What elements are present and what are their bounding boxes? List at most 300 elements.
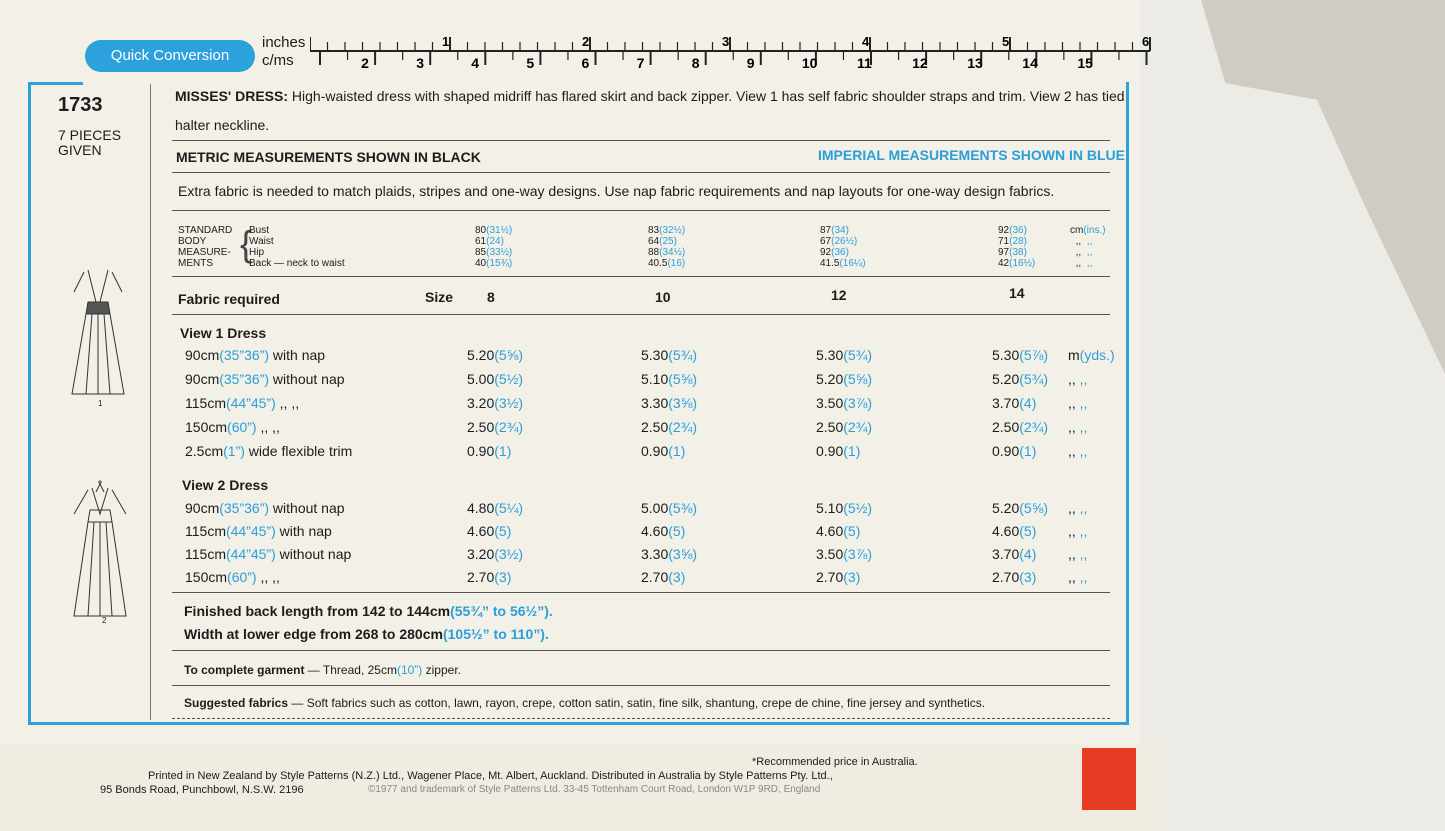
ruler-cm-label: 13 xyxy=(967,55,983,71)
unit-column xyxy=(1068,500,1087,516)
pieces-given xyxy=(58,128,121,158)
amount-metric: 2.50 xyxy=(992,419,1020,435)
measurement-metric: 83 xyxy=(648,225,660,236)
amount-metric: 5.20 xyxy=(816,371,844,387)
width-imperial: (35”36”) xyxy=(219,371,270,387)
amount-metric: 4.60 xyxy=(992,523,1020,539)
measurement-metric: 87 xyxy=(820,225,832,236)
finished-length xyxy=(184,603,553,619)
amount-metric: 5.20 xyxy=(467,347,495,363)
amount-metric: 2.50 xyxy=(816,419,844,435)
amount-imperial: (5) xyxy=(1019,523,1037,539)
fabric-width-label xyxy=(185,419,280,435)
inches-label: inches xyxy=(262,34,306,51)
measurement-imperial: (28) xyxy=(1009,236,1027,247)
nap-description: without nap xyxy=(272,500,345,516)
complete-garment-tail: zipper. xyxy=(422,663,461,677)
ruler-inch-label: 5 xyxy=(1002,34,1010,49)
amount-metric: 5.10 xyxy=(816,500,844,516)
measurement-imperial: (31½) xyxy=(486,225,513,236)
measurement-column-size-10 xyxy=(648,225,685,269)
ruler-cm-label: 2 xyxy=(361,55,369,71)
rule xyxy=(172,172,1110,173)
amount-imperial: (1) xyxy=(843,443,861,459)
width-imperial: (35”36”) xyxy=(219,500,270,516)
fabric-amount-size-12 xyxy=(816,443,860,459)
amount-imperial: (5½) xyxy=(494,371,524,387)
description-text-1: High-waisted dress with shaped midriff has flared skirt and back zipper. View 1 has self fabric shoulder straps and trim. View 2 has tied xyxy=(288,88,1125,104)
pattern-number: 1733 xyxy=(58,94,103,116)
measurement-unit-line xyxy=(1070,225,1106,236)
measurement-imperial: (33½) xyxy=(486,247,513,258)
measurement-ditto-line xyxy=(1070,247,1106,258)
amount-metric: 5.10 xyxy=(641,371,669,387)
amount-imperial: (2¾) xyxy=(843,419,873,435)
quick-conversion-label: Quick Conversion xyxy=(85,40,255,72)
amount-imperial: (3⅝) xyxy=(668,546,698,562)
ruler-inch-label: 1 xyxy=(442,34,450,49)
measurement-imperial: (34½) xyxy=(659,247,686,258)
width-imperial: (60”) xyxy=(227,569,257,585)
nap-description: without nap xyxy=(272,371,345,387)
measurement-metric: 40.5 xyxy=(648,258,668,269)
amount-imperial: (1) xyxy=(1019,443,1037,459)
fabric-amount-size-12 xyxy=(816,523,860,539)
fabric-width-label xyxy=(185,523,332,539)
amount-imperial: (5⅝) xyxy=(843,371,873,387)
rule xyxy=(172,210,1110,211)
width-imperial: (35”36”) xyxy=(219,347,270,363)
amount-imperial: (2¾) xyxy=(668,419,698,435)
measurement-value xyxy=(648,247,685,258)
view2-title: View 2 Dress xyxy=(182,477,269,493)
unit-column xyxy=(1068,523,1087,539)
ditto: ,, xyxy=(1079,395,1088,411)
unit-column xyxy=(1068,371,1087,387)
amount-imperial: (4) xyxy=(1019,395,1037,411)
ruler-cm-label: 8 xyxy=(691,55,700,71)
width-metric: 90cm xyxy=(185,371,220,387)
size-14: 14 xyxy=(1009,285,1025,301)
fabric-amount-size-10 xyxy=(641,546,697,562)
fabric-amount-size-8 xyxy=(467,395,523,411)
fabric-amount-size-10 xyxy=(641,569,685,585)
amount-metric: 5.30 xyxy=(992,347,1020,363)
ditto: ,, xyxy=(1068,569,1076,585)
measurements-label xyxy=(178,225,232,269)
ruler-cm-label: 4 xyxy=(471,55,480,71)
fabric-amount-size-14 xyxy=(992,523,1036,539)
amount-metric: 4.60 xyxy=(641,523,669,539)
ditto: ,, xyxy=(1079,371,1088,387)
measurement-value xyxy=(998,258,1035,269)
ruler-cm-label: 11 xyxy=(857,55,872,71)
ditto: ,, xyxy=(1068,371,1076,387)
suggested-fabrics-text: — Soft fabrics such as cotton, lawn, rayon, crepe, cotton satin, satin, fine silk, shantung, crepe de chine, fine jersey and synthetics. xyxy=(288,696,986,710)
measurement-value xyxy=(648,258,685,269)
fabric-amount-size-14 xyxy=(992,395,1036,411)
measurement-value xyxy=(648,225,685,236)
fabric-amount-size-14 xyxy=(992,569,1036,585)
fabric-amount-size-14 xyxy=(992,371,1048,387)
fabric-amount-size-10 xyxy=(641,419,697,435)
view1-dress-sketch xyxy=(58,262,138,412)
amount-imperial: (5¾) xyxy=(843,347,873,363)
fabric-amount-size-14 xyxy=(992,500,1048,516)
fabric-width-label xyxy=(185,500,345,516)
ditto: ,, xyxy=(1079,523,1088,539)
measurement-imperial: (32½) xyxy=(659,225,686,236)
rule xyxy=(172,276,1110,277)
amount-imperial: (4) xyxy=(1019,546,1037,562)
amount-metric: 5.20 xyxy=(992,500,1020,516)
unit-cm: cm xyxy=(1070,225,1084,236)
nap-description: with nap xyxy=(272,347,326,363)
fabric-amount-size-12 xyxy=(816,347,872,363)
ditto: ,, xyxy=(1079,546,1088,562)
measurement-ditto-line xyxy=(1070,236,1106,247)
width-metric: 90cm xyxy=(185,347,220,363)
ruler-inch-label: 4 xyxy=(862,34,870,49)
view2-dress-sketch xyxy=(60,478,140,628)
amount-imperial: (5) xyxy=(843,523,861,539)
width-metric: 90cm xyxy=(185,500,220,516)
measurement-value xyxy=(475,236,512,247)
suggested-fabrics xyxy=(184,696,985,710)
measurement-metric: 85 xyxy=(475,247,487,258)
ditto: ,, xyxy=(1079,569,1088,585)
fabric-amount-size-10 xyxy=(641,500,697,516)
measurement-value xyxy=(820,247,866,258)
amount-imperial: (5) xyxy=(494,523,512,539)
ditto: ,, xyxy=(1075,236,1082,247)
fabric-width-label xyxy=(185,443,352,459)
pieces-line-2: GIVEN xyxy=(58,142,102,158)
amount-imperial: (3) xyxy=(668,569,686,585)
fabric-amount-size-8 xyxy=(467,443,511,459)
measurement-ditto-line xyxy=(1070,258,1106,269)
fabric-amount-size-8 xyxy=(467,569,511,585)
fabric-amount-size-14 xyxy=(992,546,1036,562)
measurement-imperial: (34) xyxy=(831,225,849,236)
amount-imperial: (5⅜) xyxy=(668,500,698,516)
lower-edge-imperial: (105½” to 110”). xyxy=(442,626,549,642)
ruler-inch-label: 3 xyxy=(722,34,730,49)
amount-metric: 0.90 xyxy=(816,443,844,459)
measurement-imperial: (15¾) xyxy=(486,258,513,269)
measurement-metric: 92 xyxy=(820,247,832,258)
unit-column xyxy=(1068,395,1087,411)
amount-imperial: (5¼) xyxy=(494,500,524,516)
quick-conversion-ruler xyxy=(85,30,1165,72)
view1-title: View 1 Dress xyxy=(180,325,267,341)
amount-metric: 3.50 xyxy=(816,395,844,411)
pieces-line-1: 7 PIECES xyxy=(58,127,122,143)
ruler-cm-label: 15 xyxy=(1077,55,1093,71)
amount-imperial: (5⅝) xyxy=(1019,500,1049,516)
metric-heading: METRIC MEASUREMENTS SHOWN IN BLACK xyxy=(176,149,481,165)
amount-metric: 5.30 xyxy=(641,347,669,363)
measurement-value xyxy=(820,236,866,247)
fabric-required-title: Fabric required xyxy=(178,291,280,307)
amount-metric: 5.20 xyxy=(992,371,1020,387)
ditto: ,, xyxy=(1086,247,1093,258)
measurement-column-size-12 xyxy=(820,225,866,269)
amount-imperial: (3⅝) xyxy=(668,395,698,411)
measurement-imperial: (24) xyxy=(486,236,504,247)
measurement-item-bust: Bust xyxy=(249,225,270,236)
fabric-amount-size-12 xyxy=(816,419,872,435)
amount-imperial: (1) xyxy=(494,443,512,459)
measurements-brace: { xyxy=(240,223,253,264)
measurement-metric: 42 xyxy=(998,258,1010,269)
amount-metric: 5.00 xyxy=(467,371,495,387)
vertical-divider xyxy=(150,84,151,720)
measurement-metric: 88 xyxy=(648,247,660,258)
fabric-amount-size-14 xyxy=(992,347,1048,363)
fabric-amount-size-8 xyxy=(467,523,511,539)
amount-imperial: (5¾) xyxy=(1019,371,1049,387)
amount-imperial: (5⅝) xyxy=(668,371,698,387)
measurement-imperial: (36) xyxy=(831,247,849,258)
envelope-flap xyxy=(1140,0,1445,831)
amount-metric: 2.50 xyxy=(467,419,495,435)
amount-imperial: (2¾) xyxy=(494,419,524,435)
amount-imperial: (3) xyxy=(843,569,861,585)
fabric-amount-size-12 xyxy=(816,569,860,585)
measurement-imperial: (25) xyxy=(659,236,677,247)
fabric-amount-size-10 xyxy=(641,347,697,363)
amount-imperial: (5¾) xyxy=(668,347,698,363)
ruler-cm-label: 6 xyxy=(581,55,590,71)
size-10: 10 xyxy=(655,289,671,305)
unit-yds: (yds.) xyxy=(1079,347,1115,363)
measurement-value xyxy=(998,225,1035,236)
fabric-width-label xyxy=(185,347,325,363)
measurement-value xyxy=(820,258,866,269)
measurement-metric: 97 xyxy=(998,247,1010,258)
complete-garment xyxy=(184,663,461,677)
measurement-imperial: (36) xyxy=(1009,225,1027,236)
nap-description: wide flexible trim xyxy=(248,443,353,459)
width-metric: 2.5cm xyxy=(185,443,224,459)
ruler-inch-label: 6 xyxy=(1142,34,1150,49)
size-12: 12 xyxy=(831,287,847,303)
measurement-value xyxy=(998,236,1035,247)
suggested-fabrics-heading: Suggested fabrics xyxy=(184,696,289,710)
ditto: ,, xyxy=(1079,443,1088,459)
fabric-amount-size-8 xyxy=(467,500,523,516)
finished-length-metric: Finished back length from 142 to 144cm xyxy=(184,603,451,619)
ditto: ,, xyxy=(1068,443,1076,459)
fabric-amount-size-12 xyxy=(816,546,872,562)
measurement-value xyxy=(648,236,685,247)
amount-metric: 0.90 xyxy=(992,443,1020,459)
amount-imperial: (3⅞) xyxy=(843,546,873,562)
amount-metric: 3.30 xyxy=(641,546,669,562)
measurements-label-line: BODY xyxy=(178,236,207,247)
amount-metric: 3.20 xyxy=(467,546,495,562)
amount-metric: 5.00 xyxy=(641,500,669,516)
finished-length-imperial: (55¾” to 56½”). xyxy=(450,603,553,619)
ditto: ,, xyxy=(1068,419,1076,435)
fabric-amount-size-8 xyxy=(467,347,523,363)
amount-metric: 4.80 xyxy=(467,500,495,516)
amount-metric: 3.30 xyxy=(641,395,669,411)
measurement-column-size-14 xyxy=(998,225,1035,269)
fabric-amount-size-12 xyxy=(816,395,872,411)
fabric-width-label xyxy=(185,546,351,562)
fabric-amount-size-10 xyxy=(641,523,685,539)
amount-metric: 3.50 xyxy=(816,546,844,562)
measurement-imperial: (38) xyxy=(1009,247,1027,258)
view2-number: 2 xyxy=(102,616,107,625)
description-heading: MISSES' DRESS: xyxy=(175,88,289,104)
unit-ins: (ins.) xyxy=(1083,225,1106,236)
ditto: ,, xyxy=(1068,395,1076,411)
fabric-width-label xyxy=(185,371,345,387)
ditto: ,, xyxy=(1068,500,1076,516)
measurements-label-line: STANDARD xyxy=(178,225,233,236)
amount-metric: 4.60 xyxy=(816,523,844,539)
price-sticker xyxy=(1082,748,1136,810)
ditto: ,, xyxy=(1075,258,1082,269)
amount-metric: 3.70 xyxy=(992,395,1020,411)
fabric-amount-size-10 xyxy=(641,443,685,459)
measurement-metric: 64 xyxy=(648,236,660,247)
complete-garment-text: — Thread, 25cm xyxy=(304,663,397,677)
amount-imperial: (3⅞) xyxy=(843,395,873,411)
fabric-amount-size-8 xyxy=(467,371,523,387)
ditto: ,, xyxy=(1086,236,1093,247)
measurement-item-hip: Hip xyxy=(249,247,265,258)
recommended-price-note: *Recommended price in Australia. xyxy=(752,756,918,768)
ditto: ,, xyxy=(1086,258,1093,269)
fabric-amount-size-10 xyxy=(641,371,697,387)
width-metric: 150cm xyxy=(185,419,228,435)
lower-edge-metric: Width at lower edge from 268 to 280cm xyxy=(184,626,443,642)
nap-description: ,, ,, xyxy=(279,395,300,411)
view1-number: 1 xyxy=(98,399,103,408)
rule xyxy=(172,718,1110,719)
measurement-metric: 80 xyxy=(475,225,487,236)
measurement-imperial: (16½) xyxy=(1009,258,1036,269)
nap-description: with nap xyxy=(279,523,332,539)
rule xyxy=(172,685,1110,686)
ditto: ,, xyxy=(1075,247,1082,258)
size-8: 8 xyxy=(487,289,495,305)
measurements-label-line: MENTS xyxy=(178,258,213,269)
fabric-amount-size-12 xyxy=(816,371,872,387)
ruler-cm-label: 3 xyxy=(416,55,424,71)
cms-label: c/ms xyxy=(262,52,294,69)
unit-column xyxy=(1068,347,1115,363)
unit-column xyxy=(1068,546,1087,562)
rule xyxy=(172,140,1110,141)
measurement-item-back: Back — neck to waist xyxy=(249,258,345,269)
fabric-amount-size-8 xyxy=(467,546,523,562)
complete-garment-heading: To complete garment xyxy=(184,663,305,677)
printer-line-1: Printed in New Zealand by Style Patterns (N.Z.) Ltd., Wagener Place, Mt. Albert, Auckland. Distributed in Australia by Style Patterns Pty. Ltd., xyxy=(148,770,833,782)
description-line-2: halter neckline. xyxy=(175,117,270,133)
width-imperial: (60”) xyxy=(227,419,257,435)
ditto: ,, xyxy=(1079,500,1088,516)
amount-metric: 0.90 xyxy=(641,443,669,459)
width-imperial: (44”45”) xyxy=(225,523,276,539)
amount-imperial: (2¾) xyxy=(1019,419,1049,435)
width-metric: 115cm xyxy=(185,523,226,539)
measurement-metric: 92 xyxy=(998,225,1010,236)
measurement-items xyxy=(249,225,345,269)
amount-imperial: (3) xyxy=(1019,569,1037,585)
measurement-column-size-8 xyxy=(475,225,512,269)
fabric-width-label xyxy=(185,569,280,585)
measurement-imperial: (26½) xyxy=(831,236,858,247)
size-label: Size xyxy=(425,289,454,305)
amount-metric: 2.70 xyxy=(816,569,844,585)
ruler-cm-label: 5 xyxy=(526,55,535,71)
measurement-imperial: (16) xyxy=(667,258,686,269)
amount-imperial: (5) xyxy=(668,523,686,539)
ruler-scale xyxy=(310,32,1160,72)
printer-line-2: 95 Bonds Road, Punchbowl, N.S.W. 2196 xyxy=(100,784,304,796)
width-metric: 115cm xyxy=(185,546,226,562)
amount-imperial: (1) xyxy=(668,443,686,459)
width-imperial: (44”45”) xyxy=(225,395,276,411)
fabric-width-label xyxy=(185,395,299,411)
measurement-item-waist: Waist xyxy=(249,236,274,247)
ruler-cm-label: 14 xyxy=(1022,55,1038,71)
fabric-amount-size-14 xyxy=(992,443,1036,459)
unit-column xyxy=(1068,443,1087,459)
measurement-value xyxy=(475,247,512,258)
lower-edge-width xyxy=(184,626,549,642)
amount-metric: 2.70 xyxy=(992,569,1020,585)
width-metric: 115cm xyxy=(185,395,226,411)
nap-description: ,, ,, xyxy=(260,419,280,435)
amount-metric: 2.70 xyxy=(467,569,495,585)
ruler-cm-label: 10 xyxy=(801,55,818,71)
ruler-inch-label: 2 xyxy=(582,34,590,49)
measurement-imperial: (16¼) xyxy=(839,258,866,269)
unit-m: m xyxy=(1068,347,1080,363)
imperial-heading: IMPERIAL MEASUREMENTS SHOWN IN BLUE xyxy=(818,147,1125,163)
measurement-metric: 61 xyxy=(475,236,487,247)
zipper-length-imperial: (10”) xyxy=(396,663,423,677)
measurement-metric: 41.5 xyxy=(820,258,840,269)
ruler-cm-label: 12 xyxy=(912,55,928,71)
unit-column xyxy=(1068,569,1087,585)
amount-imperial: (5½) xyxy=(843,500,873,516)
amount-imperial: (3½) xyxy=(494,395,524,411)
fabric-amount-size-14 xyxy=(992,419,1048,435)
amount-metric: 3.70 xyxy=(992,546,1020,562)
width-imperial: (1”) xyxy=(223,443,245,459)
amount-imperial: (3) xyxy=(494,569,512,585)
amount-metric: 2.70 xyxy=(641,569,669,585)
measurement-metric: 71 xyxy=(998,236,1010,247)
fabric-amount-size-12 xyxy=(816,500,872,516)
amount-imperial: (5⅞) xyxy=(1019,347,1049,363)
extra-fabric-note: Extra fabric is needed to match plaids, stripes and one-way designs. Use nap fabric requirements and nap layouts for one-way design fabrics. xyxy=(178,183,1055,199)
amount-metric: 4.60 xyxy=(467,523,495,539)
ditto: ,, xyxy=(1068,546,1076,562)
ruler-cm-label: 9 xyxy=(746,55,755,71)
ditto: ,, xyxy=(1068,523,1076,539)
amount-metric: 3.20 xyxy=(467,395,495,411)
amount-imperial: (5⅝) xyxy=(494,347,524,363)
fabric-amount-size-8 xyxy=(467,419,523,435)
